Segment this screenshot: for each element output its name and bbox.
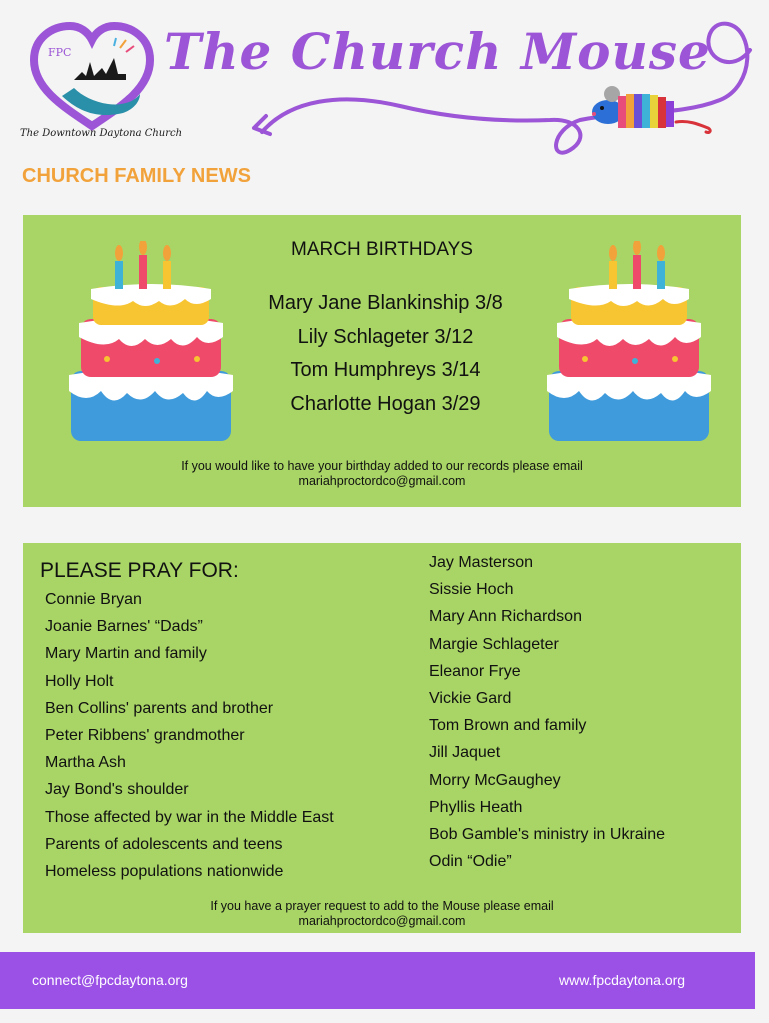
prayer-item: Sissie Hoch (429, 581, 514, 599)
prayer-item: Jay Masterson (429, 554, 534, 571)
prayer-item: Those affected by war in the Middle East (45, 808, 334, 826)
birthday-entry: Mary Jane Blankinship 3/8 (268, 292, 503, 314)
church-logo-icon (22, 18, 162, 138)
prayer-item: Homeless populations nationwide (45, 862, 284, 880)
prayer-item: Peter Ribbens' grandmother (45, 726, 245, 744)
birthday-note-email: mariahproctordco@gmail.com (298, 474, 466, 488)
prayer-item: Tom Brown and family (429, 717, 587, 735)
birthday-entry: Tom Humphreys 3/14 (290, 359, 481, 381)
footer-website-link[interactable]: www.fpcdaytona.org (559, 972, 686, 988)
prayer-item: Margie Schlageter (429, 635, 559, 653)
prayer-item: Vickie Gard (429, 689, 512, 707)
org-name: The Downtown Daytona Church (20, 128, 183, 139)
prayer-note-text: If you have a prayer request to add to the Mouse please email (210, 899, 554, 913)
prayer-item: Jay Bond's shoulder (45, 781, 189, 799)
prayer-item: Martha Ash (45, 754, 126, 772)
prayer-item: Odin “Odie” (429, 853, 512, 871)
prayer-list-left (45, 586, 334, 885)
birthday-entry: Charlotte Hogan 3/29 (290, 392, 481, 415)
birthdays-list (203, 287, 568, 421)
prayer-item: Morry McGaughey (429, 771, 561, 789)
prayer-note-email: mariahproctordco@gmail.com (298, 914, 466, 928)
birthdays-panel (23, 215, 741, 507)
prayer-panel (23, 543, 741, 933)
section-heading: CHURCH FAMILY NEWS (22, 165, 251, 187)
birthday-cake-icon (545, 241, 715, 446)
svg-text:FPC: FPC (48, 46, 72, 59)
birthday-request-note (23, 459, 741, 489)
footer-bar (0, 952, 755, 1009)
prayer-heading: PLEASE PRAY FOR: (40, 559, 239, 582)
prayer-item: Jill Jaquet (429, 744, 501, 762)
rainbow-mouse-icon (588, 80, 718, 140)
prayer-item: Eleanor Frye (429, 662, 521, 680)
prayer-item: Ben Collins' parents and brother (45, 699, 274, 717)
prayer-item: Holly Holt (45, 672, 114, 690)
prayer-item: Parents of adolescents and teens (45, 835, 283, 853)
prayer-item: Mary Martin and family (45, 645, 207, 663)
footer-email-link[interactable]: connect@fpcdaytona.org (32, 972, 188, 988)
prayer-item: Mary Ann Richardson (429, 608, 582, 626)
birthday-entry: Lily Schlageter 3/12 (297, 325, 474, 348)
birthday-note-text: If you would like to have your birthday added to our records please email (181, 459, 583, 473)
prayer-request-note (23, 899, 741, 929)
prayer-item: Joanie Barnes' “Dads” (45, 618, 203, 636)
prayer-list-right (429, 549, 665, 875)
prayer-item: Connie Bryan (45, 591, 142, 608)
prayer-item: Bob Gamble's ministry in Ukraine (429, 825, 666, 843)
birthdays-title: MARCH BIRTHDAYS (291, 239, 473, 260)
prayer-item: Phyllis Heath (429, 798, 523, 816)
newsletter-title: The Church Mouse (164, 22, 711, 81)
